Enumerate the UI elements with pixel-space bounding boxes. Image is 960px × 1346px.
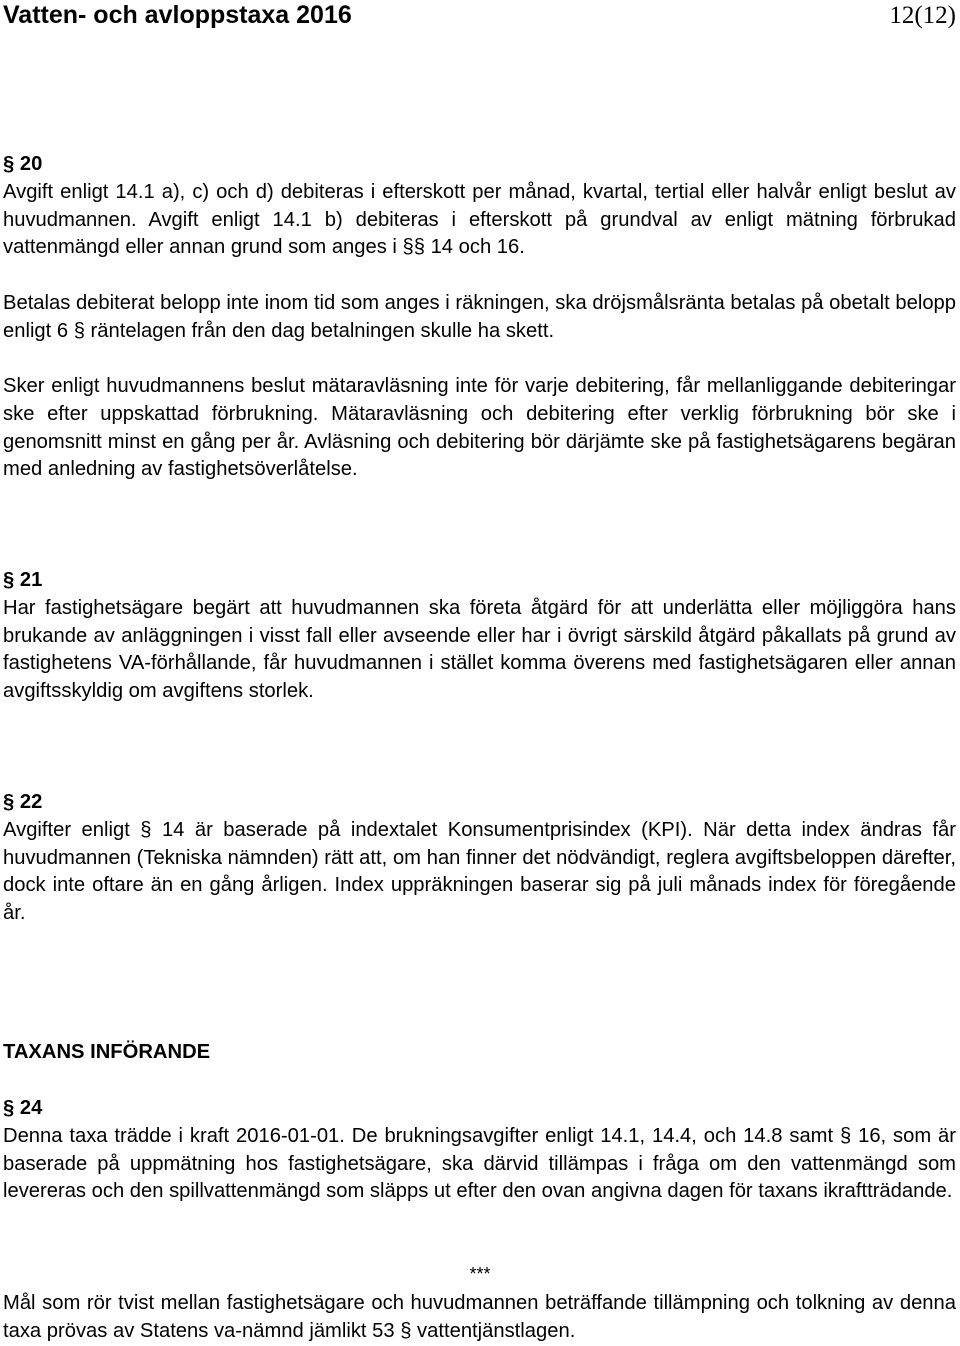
section-24 bbox=[3, 1095, 956, 1206]
section-22-paragraph-1: Avgifter enligt § 14 är baserade på indextalet Konsumentprisindex (KPI). När detta index ändras får huvudmannen (Tekniska nämnden) rätt att, om han finner det nödvändigt, reglera avgiftsbeloppen därefter, dock inte oftare än en gång årligen. Index uppräkningen baserar sig på juli månads index för föregående år. bbox=[3, 818, 956, 925]
section-20-label: § 20 bbox=[3, 153, 43, 175]
page-number: 12(12) bbox=[889, 2, 956, 29]
taxans-inforande-heading: TAXANS INFÖRANDE bbox=[3, 1041, 211, 1063]
section-21 bbox=[3, 567, 956, 706]
taxans-inforande bbox=[3, 1039, 956, 1067]
section-20-paragraph-2: Betalas debiterat belopp inte inom tid som anges i räkningen, ska dröjsmålsränta betalas på obetalt belopp enligt 6 § räntelagen från den dag betalningen skulle ha skett. bbox=[3, 292, 956, 342]
section-24-paragraph-1: Denna taxa trädde i kraft 2016-01-01. De brukningsavgifter enligt 14.1, 14.4, och 14.8 samt § 16, som är baserade på uppmätning hos fastighetsägare, ska därvid tillämpas i fråga om den vattenmängd som levereras och den spillvattenmängd som släpps ut efter den ovan angivna dagen för taxans ikraftträdande. bbox=[3, 1124, 956, 1203]
document-title: Vatten- och avloppstaxa 2016 bbox=[3, 1, 352, 29]
section-22 bbox=[3, 789, 956, 928]
section-21-paragraph-1: Har fastighetsägare begärt att huvudmannen ska företa åtgärd för att underlätta eller möjliggöra hans brukande av anläggningen i visst fall eller avseende eller har i övrigt särskild åtgärd påkallats på grund av fastighetens VA-förhållande, får huvudmannen i stället komma överens med fastighetsägaren eller annan avgiftsskyldig om avgiftens storlek. bbox=[3, 596, 956, 703]
section-20-paragraph-3-block bbox=[3, 373, 956, 484]
section-21-label: § 21 bbox=[3, 569, 43, 591]
section-22-label: § 22 bbox=[3, 791, 43, 813]
separator-stars: *** bbox=[469, 1264, 491, 1284]
section-20-paragraph-3: Sker enligt huvudmannens beslut mätaravläsning inte för varje debitering, får mellanliggande debiteringar ske efter uppskattad förbrukning. Mätaravläsning och debitering efter verklig förbrukning bör ske i genomsnitt minst en gång per år. Avläsning och debitering bör därjämte ske på fastighetsägarens begäran med anledning av fastighetsöverlåtelse. bbox=[3, 375, 956, 481]
section-20 bbox=[3, 151, 956, 262]
closing-paragraph: Mål som rör tvist mellan fastighetsägare och huvudmannen beträffande tillämpning och tolkning av denna taxa prövas av Statens va-nämnd jämlikt 53 § vattentjänstlagen. bbox=[3, 1292, 956, 1342]
section-24-label: § 24 bbox=[3, 1097, 43, 1119]
section-20-paragraph-2-block bbox=[3, 290, 956, 346]
closing-block bbox=[3, 1290, 956, 1346]
section-20-paragraph-1: Avgift enligt 14.1 a), c) och d) debiteras i efterskott per månad, kvartal, tertial eller halvår enligt beslut av huvudmannen. Avgift enligt 14.1 b) debiteras i efterskott på grundval av enligt mätning förbrukad vattenmängd eller annan grund som anges i §§ 14 och 16. bbox=[3, 180, 956, 259]
page-header bbox=[3, 0, 956, 40]
